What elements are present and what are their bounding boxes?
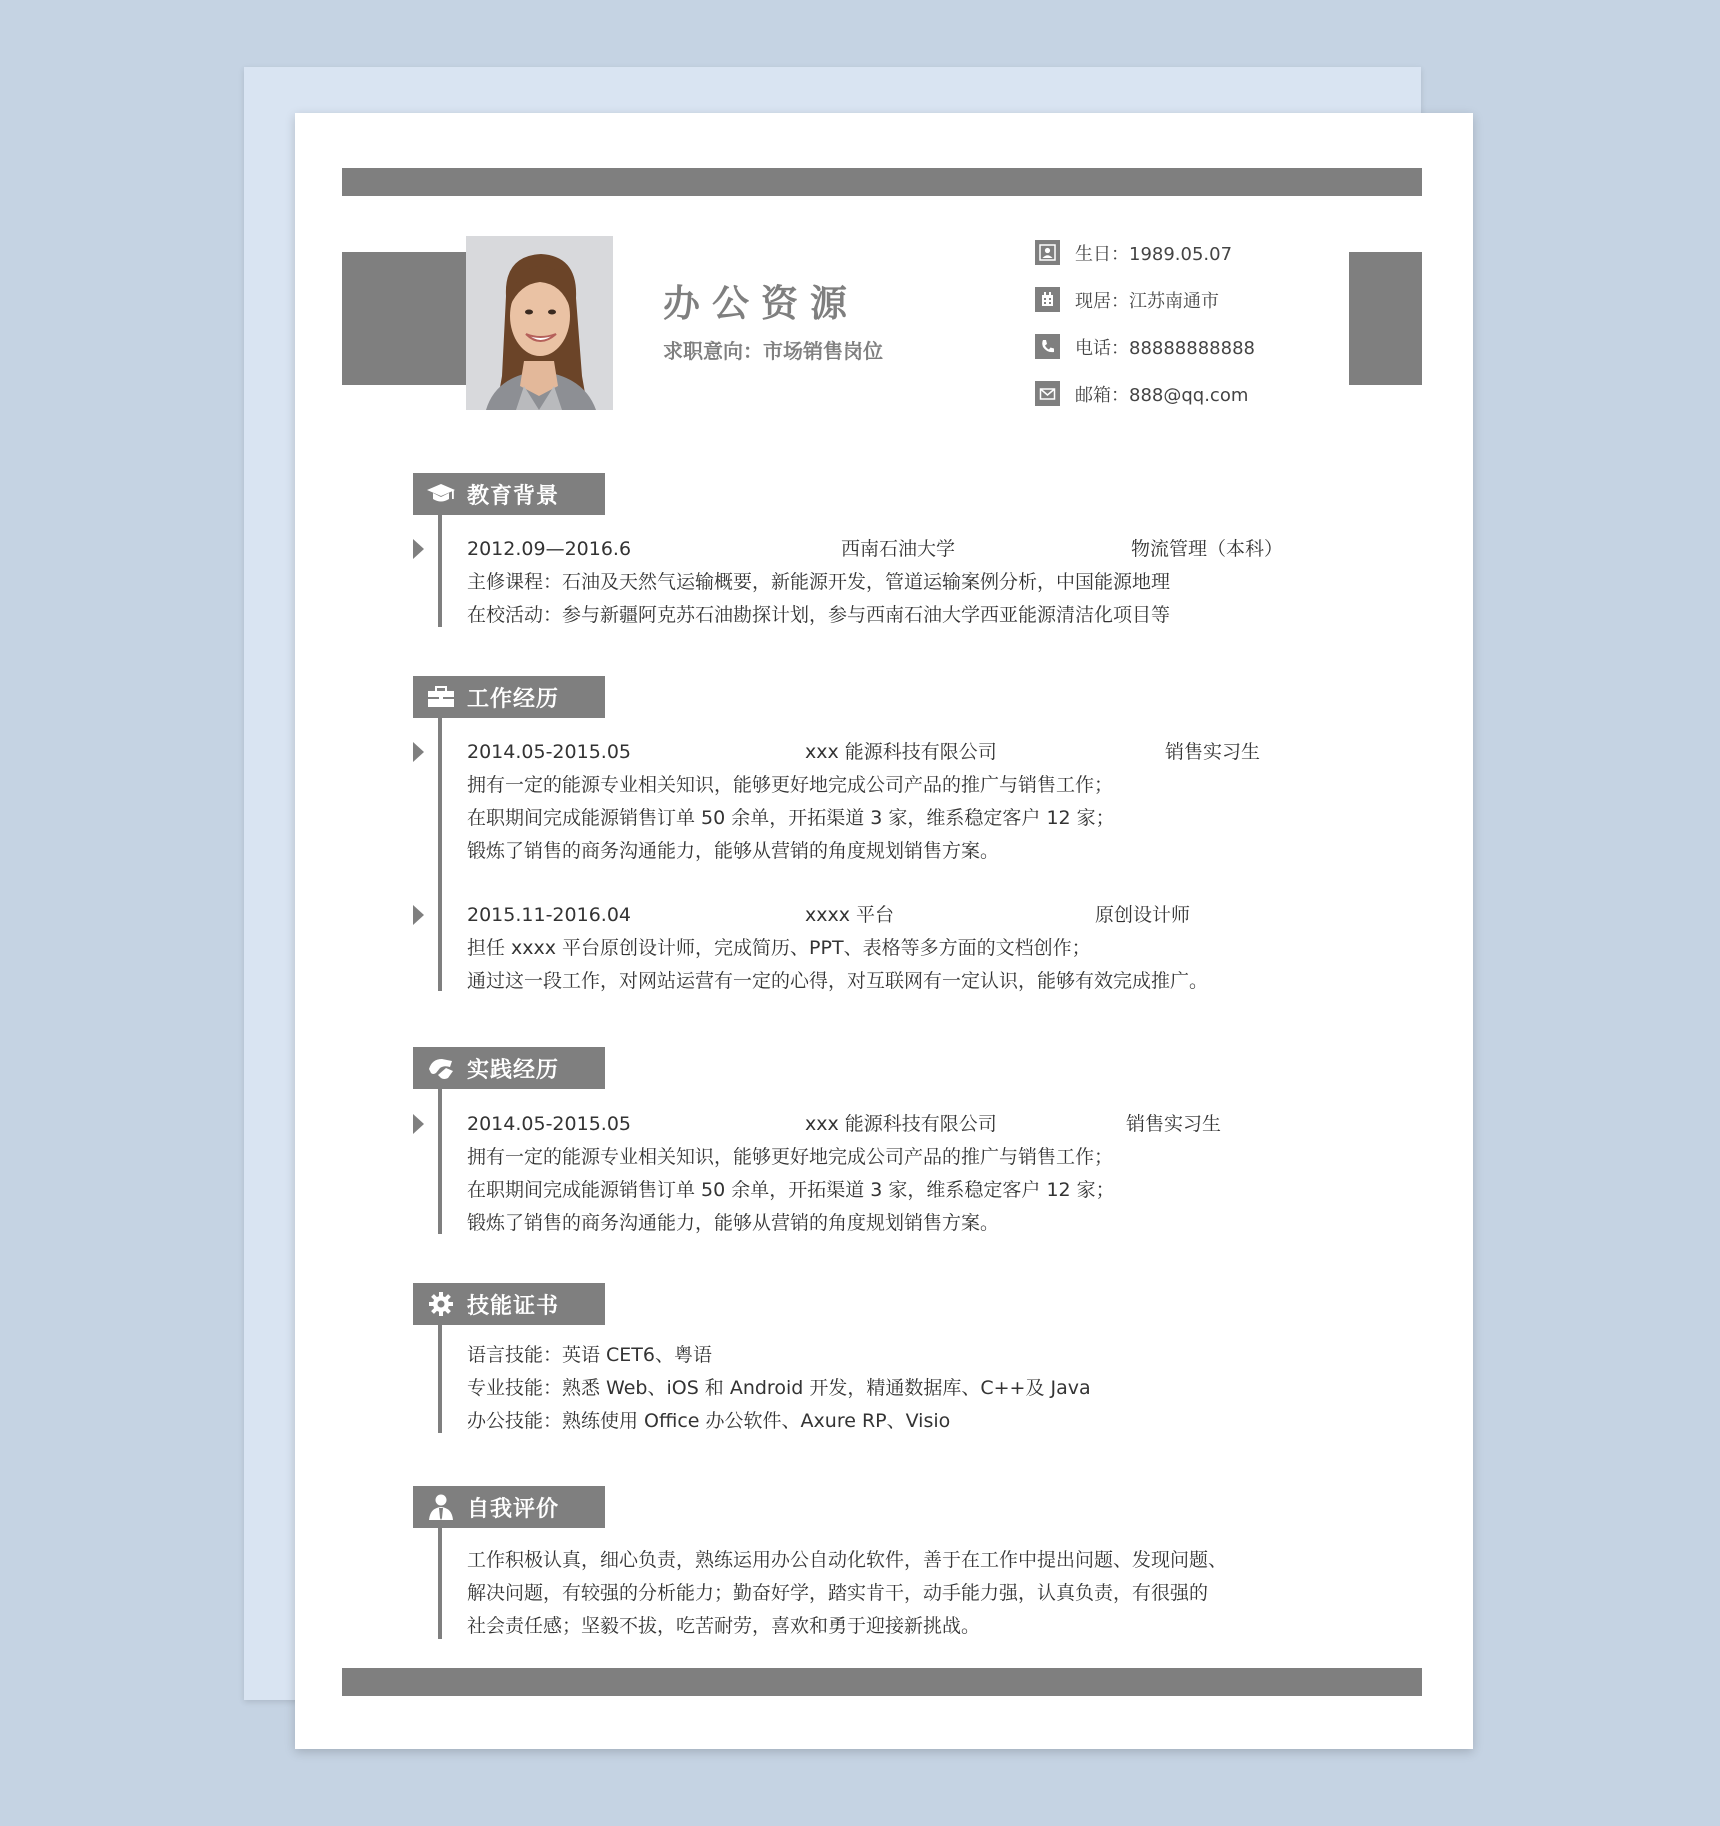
practice-line-2: 在职期间完成能源销售订单 50 余单，开拓渠道 3 家，维系稳定客户 12 家； xyxy=(467,1179,1115,1201)
section-work-title: 工作经历 xyxy=(467,686,560,712)
self-eval-line-3: 社会责任感；坚毅不拔，吃苦耐劳，喜欢和勇于迎接新挑战。 xyxy=(467,1615,981,1637)
section-work-header xyxy=(413,676,605,718)
section-skills-title: 技能证书 xyxy=(467,1293,560,1319)
graduation-cap-icon xyxy=(423,479,459,509)
self-eval-line-1: 工作积极认真，细心负责，熟练运用办公自动化软件，善于在工作中提出问题、发现问题、 xyxy=(467,1549,1228,1571)
timeline-marker xyxy=(413,742,424,762)
timeline-line xyxy=(438,1325,442,1433)
practice-line-3: 锻炼了销售的商务沟通能力，能够从营销的角度规划销售方案。 xyxy=(467,1212,1000,1234)
timeline-marker xyxy=(413,539,424,559)
resume-page xyxy=(295,113,1473,1749)
practice-role: 销售实习生 xyxy=(1126,1113,1222,1135)
job-intent: 求职意向：市场销售岗位 xyxy=(663,339,883,363)
education-major: 物流管理（本科） xyxy=(1131,538,1284,560)
education-school: 西南石油大学 xyxy=(841,538,956,560)
practice-line-1: 拥有一定的能源专业相关知识，能够更好地完成公司产品的推广与销售工作； xyxy=(467,1146,1114,1168)
user-id-icon xyxy=(1035,240,1060,265)
work-2-period: 2015.11-2016.04 xyxy=(467,904,631,926)
top-bar xyxy=(342,168,1422,196)
work-2-line-2: 通过这一段工作，对网站运营有一定的心得，对互联网有一定认识，能够有效完成推广。 xyxy=(467,970,1209,992)
contact-residence-text: 现居：江苏南通市 xyxy=(1075,290,1219,312)
work-2-company: xxxx 平台 xyxy=(805,904,895,926)
timeline-line xyxy=(438,718,442,991)
work-1-role: 销售实习生 xyxy=(1165,741,1261,763)
work-1-line-1: 拥有一定的能源专业相关知识，能够更好地完成公司产品的推广与销售工作； xyxy=(467,774,1114,796)
briefcase-icon xyxy=(423,682,459,712)
section-education-header xyxy=(413,473,605,515)
section-practice-title: 实践经历 xyxy=(467,1057,560,1083)
contact-email-text: 邮箱：888@qq.com xyxy=(1075,384,1249,406)
work-1-line-3: 锻炼了销售的商务沟通能力，能够从营销的角度规划销售方案。 xyxy=(467,840,1000,862)
work-2-line-1: 担任 xxxx 平台原创设计师，完成简历、PPT、表格等多方面的文档创作； xyxy=(467,937,1091,959)
timeline-line xyxy=(438,515,442,627)
timeline-marker xyxy=(413,905,424,925)
contact-residence xyxy=(1035,287,1255,312)
mail-icon xyxy=(1035,381,1060,406)
timeline-marker xyxy=(413,1114,424,1134)
education-period: 2012.09—2016.6 xyxy=(467,538,632,560)
skills-professional: 专业技能：熟悉 Web、iOS 和 Android 开发，精通数据库、C++及 Java xyxy=(467,1377,1091,1399)
contact-phone xyxy=(1035,334,1255,359)
education-activities: 在校活动：参与新疆阿克苏石油勘探计划，参与西南石油大学西亚能源清洁化项目等 xyxy=(467,604,1171,626)
practice-period: 2014.05-2015.05 xyxy=(467,1113,631,1135)
section-self-evaluation-title: 自我评价 xyxy=(467,1496,560,1522)
work-1-line-2: 在职期间完成能源销售订单 50 余单，开拓渠道 3 家，维系稳定客户 12 家； xyxy=(467,807,1115,829)
work-2-role: 原创设计师 xyxy=(1095,904,1191,926)
contact-birthday xyxy=(1035,240,1255,265)
section-practice-header xyxy=(413,1047,605,1089)
header-block-right xyxy=(1349,252,1422,385)
timeline-line xyxy=(438,1089,442,1234)
handshake-icon xyxy=(423,1053,459,1083)
contact-email xyxy=(1035,381,1255,406)
section-self-evaluation-header xyxy=(413,1486,605,1528)
contact-phone-text: 电话：88888888888 xyxy=(1075,337,1255,359)
education-courses: 主修课程：石油及天然气运输概要，新能源开发，管道运输案例分析，中国能源地理 xyxy=(467,571,1171,593)
phone-icon xyxy=(1035,334,1060,359)
building-icon xyxy=(1035,287,1060,312)
profile-photo xyxy=(466,236,613,410)
candidate-name: 办公资源 xyxy=(663,282,859,325)
self-eval-line-2: 解决问题，有较强的分析能力；勤奋好学，踏实肯干，动手能力强，认真负责，有很强的 xyxy=(467,1582,1209,1604)
section-education-title: 教育背景 xyxy=(467,483,560,509)
person-icon xyxy=(423,1492,459,1522)
work-1-period: 2014.05-2015.05 xyxy=(467,741,631,763)
section-skills-header xyxy=(413,1283,605,1325)
header-block-left xyxy=(342,252,477,385)
skills-office: 办公技能：熟练使用 Office 办公软件、Axure RP、Visio xyxy=(467,1410,951,1432)
timeline-line xyxy=(438,1528,442,1639)
contact-birthday-text: 生日：1989.05.07 xyxy=(1075,243,1233,265)
work-1-company: xxx 能源科技有限公司 xyxy=(805,741,997,763)
bottom-bar xyxy=(342,1668,1422,1696)
gear-icon xyxy=(423,1289,459,1319)
skills-language: 语言技能：英语 CET6、粤语 xyxy=(467,1344,713,1366)
practice-company: xxx 能源科技有限公司 xyxy=(805,1113,997,1135)
contact-list xyxy=(1035,240,1255,428)
